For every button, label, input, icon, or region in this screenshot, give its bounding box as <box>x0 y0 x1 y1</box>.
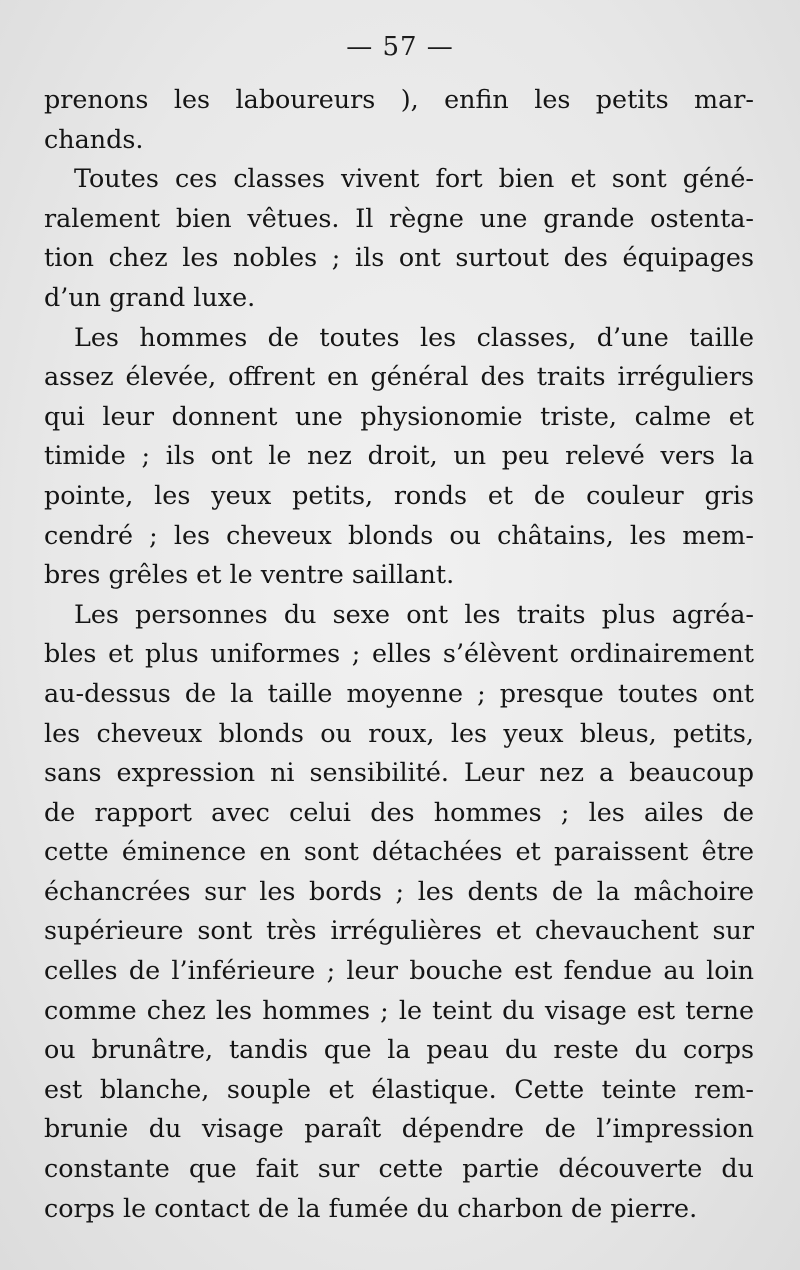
text-line: sans expression ni sensibilité. Leur nez a beaucoup <box>44 757 754 788</box>
text-line: au-dessus de la taille moyenne ; presque toutes ont <box>44 677 754 708</box>
paragraph <box>44 595 754 1229</box>
text-line: cette éminence en sont détachées et paraissent être <box>44 836 754 867</box>
text-line: ou brunâtre, tandis que la peau du reste du corps <box>44 1034 754 1065</box>
text-line: les cheveux blonds ou roux, les yeux bleus, petits, <box>44 717 754 748</box>
text-line: Toutes ces classes vivent fort bien et sont géné- <box>74 163 754 194</box>
text-line: supérieure sont très irrégulières et chevauchent sur <box>44 915 754 946</box>
text-line: d’un grand luxe. <box>44 281 256 312</box>
body-text <box>44 80 754 1228</box>
paragraph <box>44 318 754 595</box>
text-line: chands. <box>44 123 144 154</box>
text-line: tion chez les nobles ; ils ont surtout des équipages <box>44 242 754 273</box>
text-line: assez élevée, offrent en général des traits irréguliers <box>44 361 754 392</box>
text-line: prenons les laboureurs ), enfin les petits mar- <box>44 84 754 114</box>
text-line: pointe, les yeux petits, ronds et de couleur gris <box>44 479 754 510</box>
text-line: timide ; ils ont le nez droit, un peu relevé vers la <box>44 440 754 471</box>
text-line: brunie du visage paraît dépendre de l’impression <box>44 1113 754 1144</box>
text-line: est blanche, souple et élastique. Cette teinte rem- <box>44 1073 754 1104</box>
text-line: bles et plus uniformes ; elles s’élèvent ordinairement <box>44 638 754 669</box>
page-number: — 57 — <box>346 32 454 62</box>
paragraph <box>44 80 754 159</box>
text-line: de rapport avec celui des hommes ; les ailes de <box>44 796 754 827</box>
text-line: échancrées sur les bords ; les dents de la mâchoire <box>44 875 754 906</box>
text-line: comme chez les hommes ; le teint du visage est terne <box>44 994 754 1025</box>
text-line: corps le contact de la fumée du charbon de pierre. <box>44 1192 698 1223</box>
text-line: qui leur donnent une physionomie triste, calme et <box>44 400 754 431</box>
text-line: bres grêles et le ventre saillant. <box>44 559 455 590</box>
text-line: ralement bien vêtues. Il règne une grande ostenta- <box>44 202 754 233</box>
text-line: constante que fait sur cette partie découverte du <box>44 1153 754 1184</box>
paragraph <box>44 159 754 317</box>
text-line: celles de l’inférieure ; leur bouche est fendue au loin <box>44 955 754 986</box>
text-line: Les hommes de toutes les classes, d’une taille <box>74 321 754 352</box>
text-line: cendré ; les cheveux blonds ou châtains, les mem- <box>44 519 754 550</box>
text-line: Les personnes du sexe ont les traits plus agréa- <box>74 598 754 629</box>
